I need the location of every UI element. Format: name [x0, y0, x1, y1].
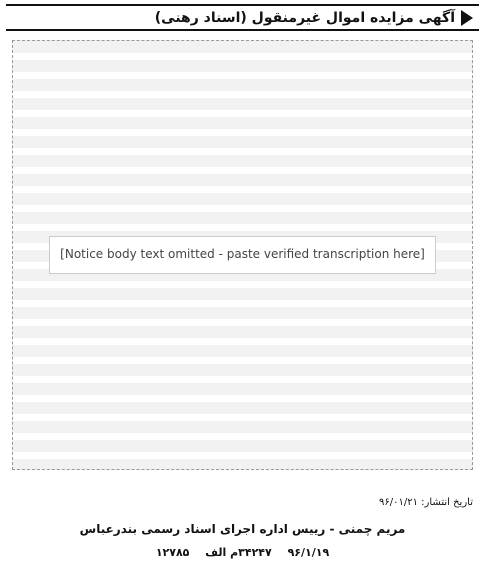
publication-date: تاریخ انتشار: ۹۶/۰۱/۲۱	[379, 497, 473, 508]
signature-line: مریم چمنی - رییس اداره اجرای اسناد رسمی بندرعباس	[79, 522, 406, 536]
reference-numbers	[0, 546, 485, 559]
notice-title: آگهی مزایده اموال غیرمنقول (اسناد رهنی)	[154, 9, 455, 26]
arrow-left-icon	[461, 10, 473, 26]
body-placeholder-note: [Notice body text omitted - paste verified transcription here]	[49, 236, 436, 273]
reference-date: ۹۶/۱/۱۹	[287, 546, 330, 559]
reference-code: ۳۴۲۴۷م الف	[205, 546, 272, 559]
notice-header	[6, 4, 479, 31]
notice-body-placeholder	[12, 40, 473, 470]
reference-number: ۱۲۷۸۵	[155, 546, 190, 559]
